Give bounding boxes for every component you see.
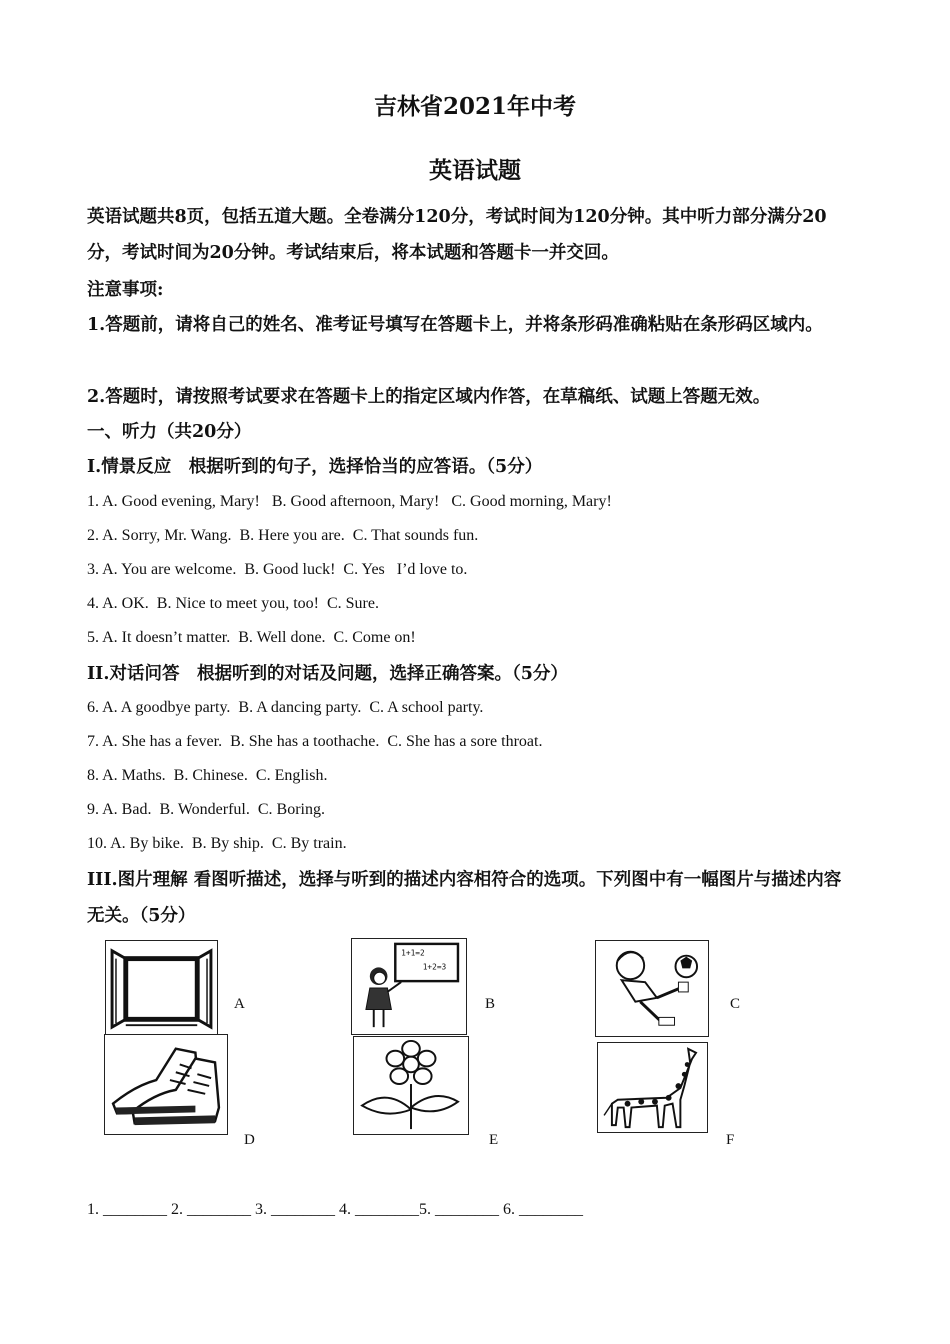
question-4: 4. A. OK. B. Nice to meet you, too! C. Sure. — [87, 595, 379, 612]
boy-kicking-ball-icon — [596, 941, 708, 1036]
picture-sneakers — [104, 1034, 228, 1135]
question-8: 8. A. Maths. B. Chinese. C. English. — [87, 767, 328, 784]
question-2: 2. A. Sorry, Mr. Wang. B. Here you are. C. That sounds fun. — [87, 527, 479, 544]
picture-flower — [353, 1036, 469, 1135]
giraffe-icon — [598, 1043, 707, 1132]
flower-icon — [354, 1037, 468, 1134]
part-heading-3: III.图片理解 看图听描述，选择与听到的描述内容相符合的选项。下列图中有一幅图片与描述内容无关。（5分） — [87, 870, 842, 926]
question-5: 5. A. It doesn’t matter. B. Well done. C. Come on! — [87, 629, 416, 646]
picture-label-b: B — [485, 996, 496, 1012]
board-line-1: 1+1=2 — [401, 948, 425, 958]
intro-paragraph: 英语试题共8页，包括五道大题。全卷满分120分，考试时间为120分钟。其中听力部分满分20分，考试时间为20分钟。考试结束后，将本试题和答题卡一并交回。 — [87, 207, 827, 263]
question-7: 7. A. She has a fever. B. She has a toothache. C. She has a sore throat. — [87, 733, 543, 750]
picture-football — [595, 940, 709, 1037]
board-line-2: 1+2=3 — [422, 962, 447, 972]
teacher-blackboard-icon — [352, 939, 466, 1034]
notice-heading: 注意事项: — [87, 280, 164, 300]
question-3: 3. A. You are welcome. B. Good luck! C. Yes I’d love to. — [87, 561, 468, 578]
question-9: 9. A. Bad. B. Wonderful. C. Boring. — [87, 801, 325, 818]
picture-label-c: C — [730, 996, 741, 1012]
notice-item-1: 1.答题前，请将自己的姓名、准考证号填写在答题卡上，并将条形码准确粘贴在条形码区域内。 — [87, 315, 823, 335]
picture-label-d: D — [244, 1132, 255, 1148]
answer-blanks: 1. ________ 2. ________ 3. ________ 4. ________5. ________ 6. ________ — [87, 1201, 583, 1218]
picture-label-e: E — [489, 1132, 499, 1148]
page-subtitle: 英语试题 — [429, 157, 521, 184]
notice-item-2: 2.答题时，请按照考试要求在答题卡上的指定区域内作答，在草稿纸、试题上答题无效。 — [87, 387, 771, 407]
picture-blackboard — [351, 938, 467, 1035]
picture-window — [105, 940, 218, 1035]
part-heading-2: II.对话问答 根据听到的对话及问题，选择正确答案。（5分） — [87, 664, 568, 684]
page-title: 吉林省2021年中考 — [373, 93, 576, 120]
sneakers-icon — [105, 1035, 227, 1134]
window-icon — [106, 941, 217, 1034]
part-heading-1: I.情景反应 根据听到的句子，选择恰当的应答语。（5分） — [87, 457, 543, 477]
question-10: 10. A. By bike. B. By ship. C. By train. — [87, 835, 347, 852]
picture-label-a: A — [234, 996, 245, 1012]
picture-label-f: F — [726, 1132, 735, 1148]
question-1: 1. A. Good evening, Mary! B. Good afternoon, Mary! C. Good morning, Mary! — [87, 493, 612, 510]
section-heading-listening: 一、听力（共20分） — [87, 422, 252, 442]
picture-giraffe — [597, 1042, 708, 1133]
question-6: 6. A. A goodbye party. B. A dancing party. C. A school party. — [87, 699, 484, 716]
